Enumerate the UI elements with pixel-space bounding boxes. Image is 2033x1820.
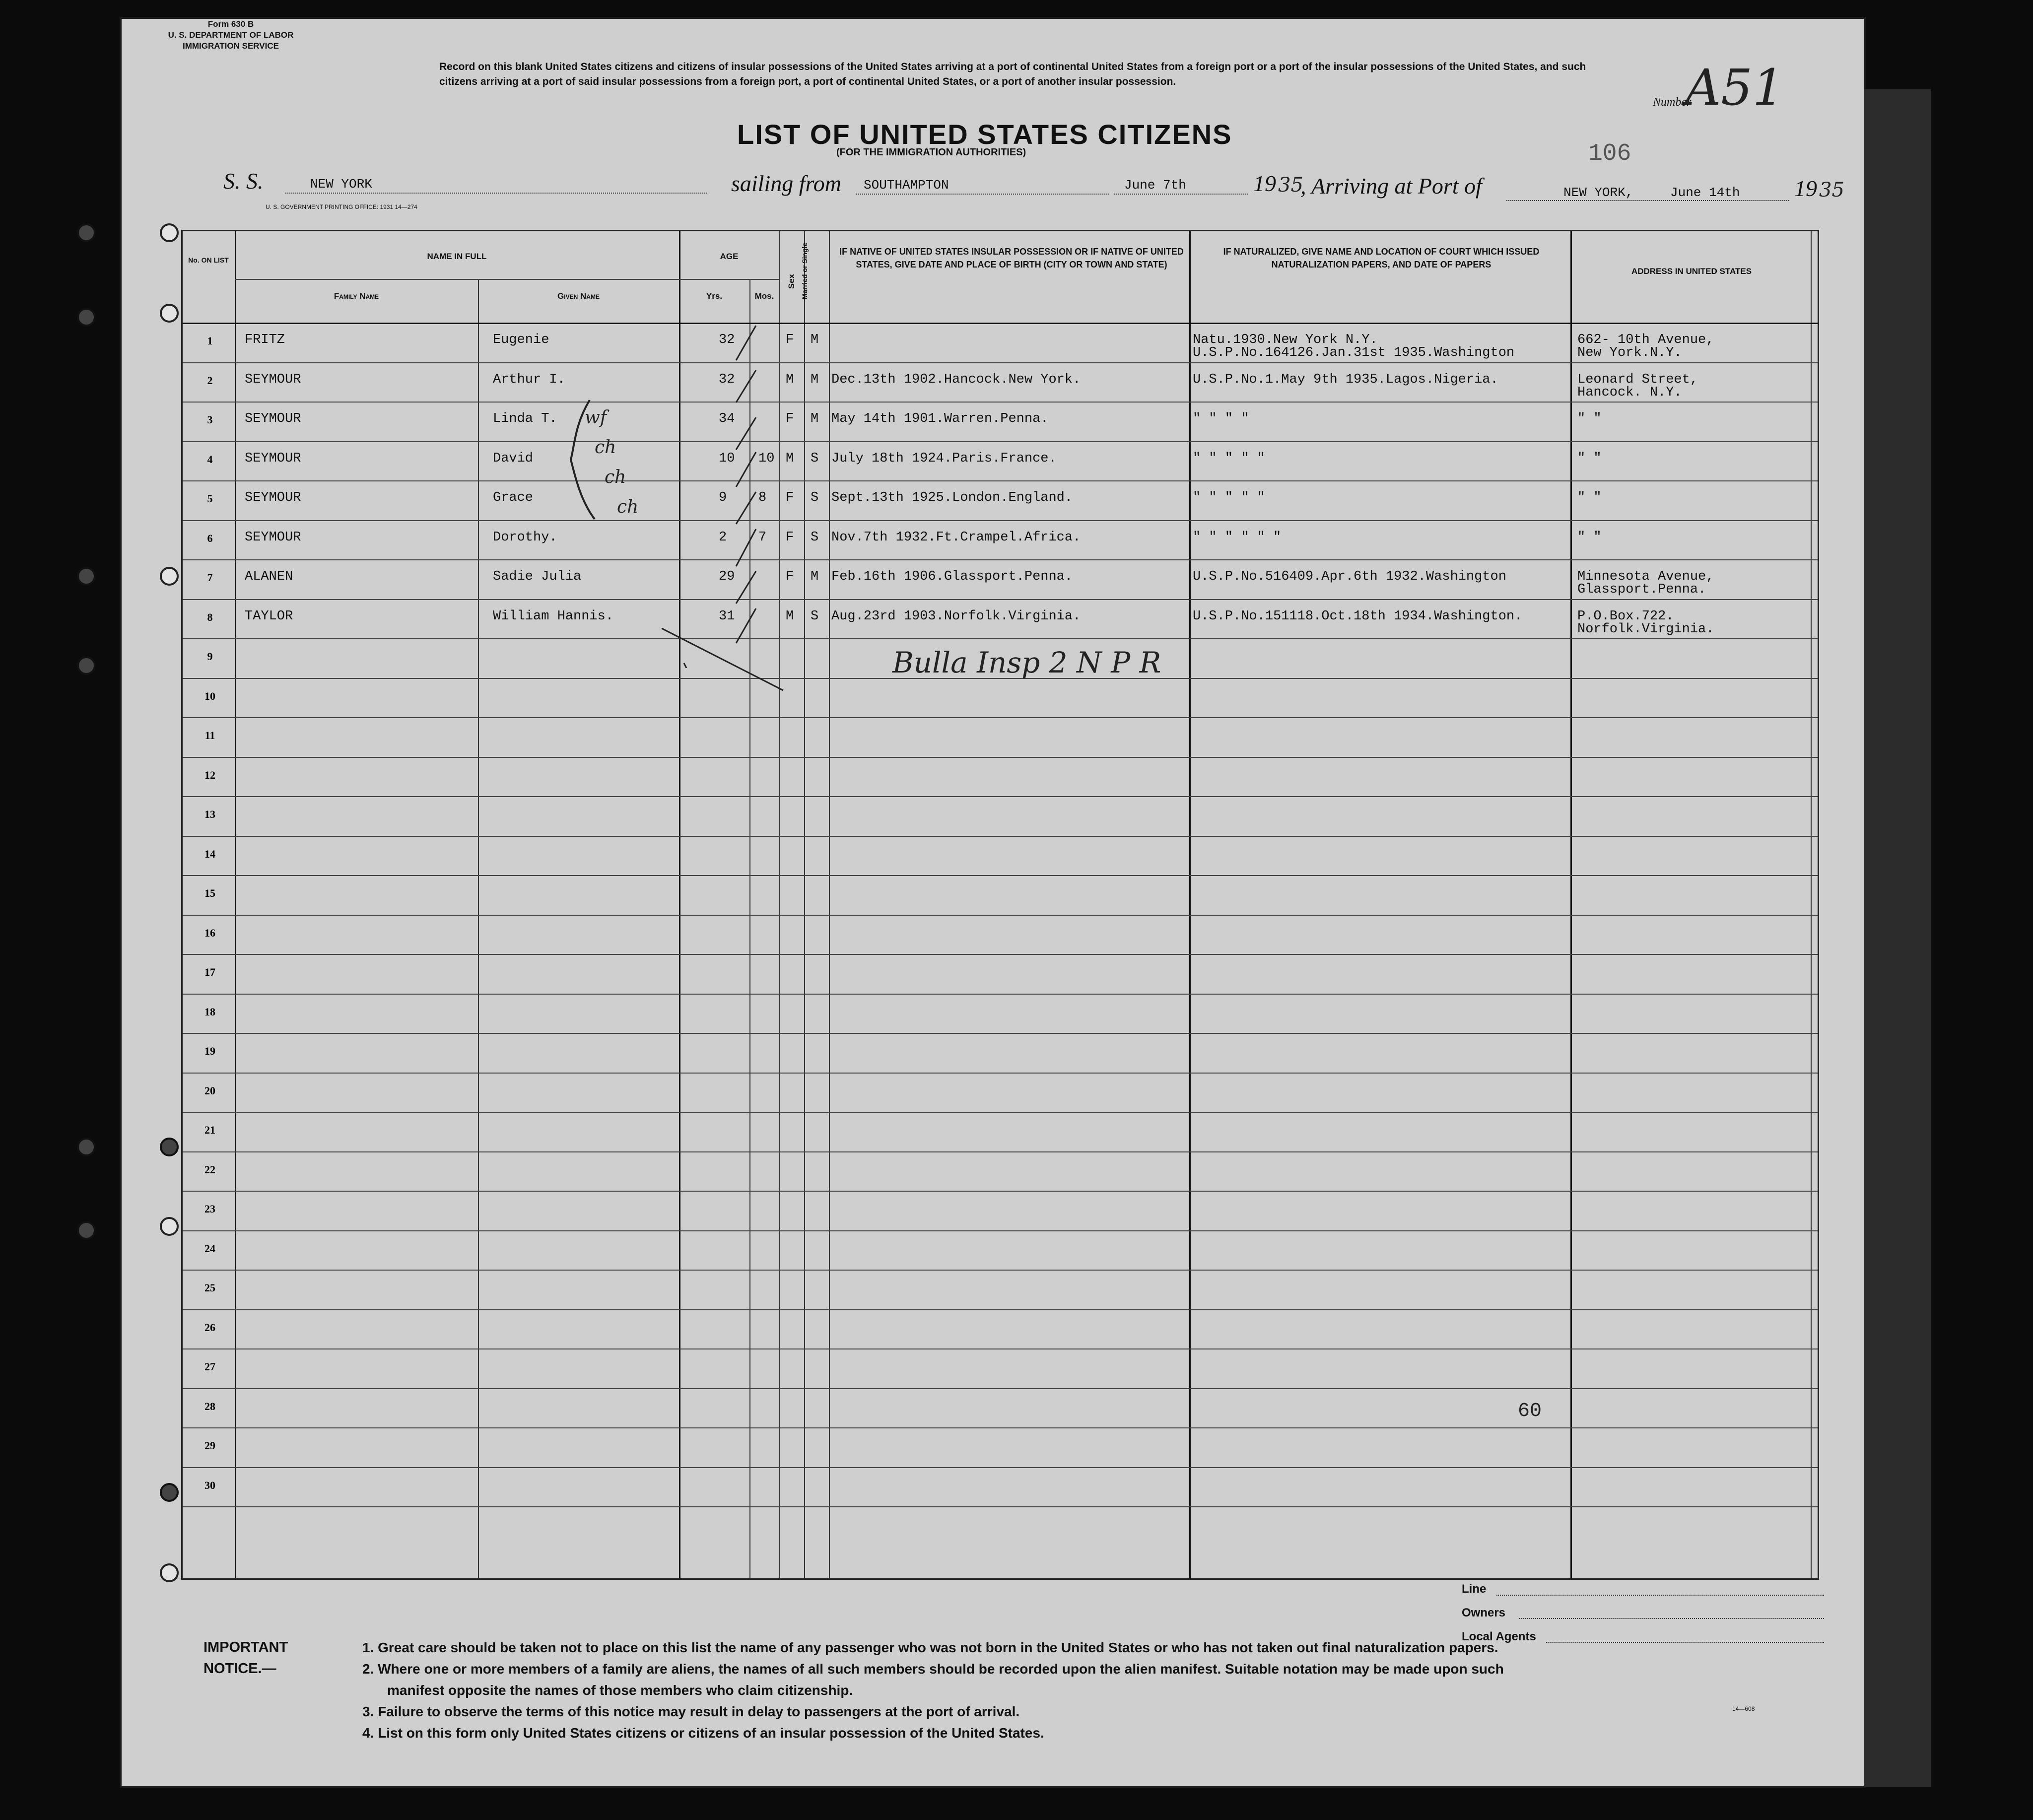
page-title: LIST OF UNITED STATES CITIZENS [737,119,1232,150]
cell-nat1: U.S.P.No.516409.Apr.6th 1932.Washington [1193,569,1506,584]
cell-addr2: New York.N.Y. [1577,345,1682,360]
row-number: 15 [204,887,215,899]
row-line [183,480,1818,481]
header-yrs: Yrs. [706,291,723,301]
cell-family: SEYMOUR [245,411,301,426]
col-divider-no [235,231,236,1578]
cell-addr1: " " [1577,530,1602,545]
cell-addr1: " " [1577,411,1602,426]
notice-item-3: 3. Failure to observe the terms of this notice may result in delay to passengers at the port of arrival. [362,1704,1020,1719]
relation-child-note-2: ch [605,467,626,487]
row-number: 8 [207,610,213,623]
arrival-year: 35 [1819,179,1844,202]
cell-given: William Hannis. [493,608,614,624]
binder-hole [77,567,96,586]
row-line [183,796,1818,797]
cell-yrs: 29 [719,569,735,584]
cell-sex: M [786,372,794,387]
cell-birth: Dec.13th 1902.Hancock.New York. [831,372,1081,387]
cell-family: TAYLOR [245,608,293,624]
printing-office-note: U. S. GOVERNMENT PRINTING OFFICE: 1931 14—274 [266,203,417,210]
local-agents-field [1546,1642,1824,1643]
cell-given: Linda T. [493,411,557,426]
line-label: Line [1462,1582,1487,1596]
col-divider-given [478,323,479,1578]
cell-nat1: Natu.1930.New York N.Y. [1193,333,1378,347]
arrival-underline [1506,200,1789,201]
department-name: U. S. DEPARTMENT OF LABOR [168,30,294,40]
sailing-from-label: sailing from [731,171,841,196]
cell-nat1: " " " " " [1193,451,1265,466]
row-line [183,402,1818,403]
cell-given: Dorothy. [493,530,557,545]
cell-family: ALANEN [245,569,293,584]
cell-sex: F [786,333,794,347]
cell-birth: July 18th 1924.Paris.France. [831,451,1057,466]
cell-nat2: U.S.P.No.164126.Jan.31st 1935.Washington [1193,345,1515,360]
cell-sex: F [786,411,794,426]
cell-yrs: 31 [719,608,735,624]
row-line [183,1506,1818,1507]
relation-child-note-3: ch [617,497,639,517]
row-number: 25 [204,1281,215,1294]
row-number: 22 [204,1163,215,1176]
header-mos: Mos. [754,291,774,301]
cell-given: David [493,451,534,466]
cell-birth: Sept.13th 1925.London.England. [831,490,1073,505]
row-line [183,994,1818,995]
cell-yrs: 34 [719,411,735,426]
page-number: 60 [1518,1400,1542,1422]
relation-wife-note: wf [585,407,607,428]
row-number: 27 [204,1360,215,1373]
header-bottom-line [183,323,1818,324]
cell-sex: M [786,608,794,624]
binder-hole [160,1217,179,1236]
header-age: AGE [720,252,739,261]
list-number: A51 [1685,59,1784,117]
col-divider-right [1811,231,1812,1578]
binder-hole [77,223,96,242]
notice-item-4: 4. List on this form only United States citizens or citizens of an insular possession of the United States. [362,1725,1044,1741]
binder-hole [160,1483,179,1502]
cell-nat1: " " " " " [1193,490,1265,505]
cell-nat1: U.S.P.No.1.May 9th 1935.Lagos.Nigeria. [1193,372,1498,387]
form-id-block [141,19,320,52]
header-sex: Sex [787,273,796,289]
row-line [183,441,1818,442]
row-number: 24 [204,1242,215,1255]
binder-hole [160,1138,179,1156]
row-number: 16 [204,926,215,939]
page-stamp: 106 [1588,140,1631,167]
row-line [183,757,1818,758]
relation-child-note-1: ch [595,437,616,458]
cell-nat1: U.S.P.No.151118.Oct.18th 1934.Washington. [1193,608,1523,624]
row-line [183,520,1818,521]
header-given-name: Given Name [557,291,600,301]
notice-item-1: 1. Great care should be taken not to place on this list the name of any passenger who was not born in the United States or who has not taken out final naturalization papers. [362,1640,1498,1655]
page-subtitle: (FOR THE IMMIGRATION AUTHORITIES) [836,147,1026,158]
row-line [183,1270,1818,1271]
row-line [183,1191,1818,1192]
binder-hole [77,308,96,327]
arrival-year-prefix: 19 [1794,176,1817,201]
sailing-date: June 7th [1124,178,1186,193]
header-married-single: Married or Single [801,242,809,300]
cell-nat1: " " " " " " [1193,530,1282,545]
sail-year: 35 [1278,174,1303,197]
cell-addr2: Norfolk.Virginia. [1577,621,1714,637]
cell-nat1: " " " " [1193,411,1249,426]
cell-addr1: Minnesota Avenue, [1577,569,1714,584]
cell-family: SEYMOUR [245,451,301,466]
row-number: 12 [204,768,215,781]
check-marks [681,321,830,668]
number-label: Number [1653,96,1692,109]
row-number: 9 [207,650,213,663]
header-name-in-full: NAME IN FULL [427,252,487,261]
cell-yrs: 2 [719,530,727,545]
family-bracket [570,395,605,524]
row-number: 19 [204,1045,215,1057]
col-divider-nat [1570,231,1572,1578]
cell-sex: F [786,490,794,505]
arrival-date: June 14th [1670,185,1740,200]
inspector-signature: Bulla Insp 2 N P R [892,646,1161,679]
cell-given: Grace [493,490,534,505]
header-naturalized: IF NATURALIZED, GIVE NAME AND LOCATION OF COURT WHICH ISSUED NATURALIZATION PAPERS, AND DATE OF PAPERS [1223,247,1540,270]
cell-addr1: 662- 10th Avenue, [1577,333,1714,347]
page-edge-shadow [1864,89,1931,1787]
notice-item-2: 2. Where one or more members of a family are aliens, the names of all such members should be recorded upon the alien manifest. Suitable notation may be made upon such [362,1661,1504,1677]
row-line [183,1348,1818,1349]
cell-family: SEYMOUR [245,490,301,505]
cell-sex: M [786,451,794,466]
row-number: 18 [204,1005,215,1018]
row-number: 23 [204,1203,215,1215]
form-code: 14—608 [1732,1705,1755,1712]
col-divider-birth [1189,231,1191,1578]
port-underline [856,194,1109,195]
binder-hole [160,1563,179,1582]
cell-mos: 8 [758,490,767,505]
cell-family: FRITZ [245,333,285,347]
row-number: 17 [204,966,215,978]
row-number: 26 [204,1321,215,1334]
binder-hole [77,1221,96,1240]
cell-ms: S [811,451,819,466]
record-instructions: Record on this blank United States citizens and citizens of insular possessions of the United States arriving at a port of continental United States from a foreign port or a port of the insular possessions of the United States, and such citizens arriving at a port of said insular possessions from a foreign port, a port of continental United States, or a port of another insular possession. [439,61,1586,87]
binder-hole [160,223,179,242]
row-line [183,1467,1818,1468]
row-line [183,362,1818,363]
cell-birth: Feb.16th 1906.Glassport.Penna. [831,569,1073,584]
row-line [183,599,1818,600]
row-number: 3 [207,413,213,426]
owners-field [1519,1618,1824,1619]
cell-mos: 7 [758,530,767,545]
cell-ms: M [811,411,819,426]
cell-addr2: Hancock. N.Y. [1577,385,1682,400]
header-no-on-list: No. ON LIST [188,256,229,264]
row-number: 7 [207,571,213,584]
row-line [183,1073,1818,1074]
cell-ms: S [811,490,819,505]
row-number: 5 [207,492,213,505]
header-native: IF NATIVE OF UNITED STATES INSULAR POSSESSION OR IF NATIVE OF UNITED STATES, GIVE DATE AND PLACE OF BIRTH (CITY OR TOWN AND STATE) [839,247,1184,270]
cell-ms: M [811,569,819,584]
local-agents-label: Local Agents [1462,1630,1536,1643]
slash-line [659,626,788,695]
cell-ms: S [811,530,819,545]
row-number: 2 [207,374,213,387]
row-line [183,1230,1818,1231]
row-number: 28 [204,1400,215,1413]
cell-birth: May 14th 1901.Warren.Penna. [831,411,1049,426]
cell-yrs: 32 [719,333,735,347]
header-family-name: Family Name [334,291,379,301]
sail-year-prefix: 19 [1253,171,1276,196]
cell-sex: F [786,530,794,545]
form-number: Form 630 B [207,19,254,29]
cell-sex: F [786,569,794,584]
binder-hole [160,304,179,323]
cell-ms: S [811,608,819,624]
notice-item-2-cont: manifest opposite the names of those members who claim citizenship. [387,1683,853,1698]
cell-birth: Aug.23rd 1903.Norfolk.Virginia. [831,608,1081,624]
row-line [183,875,1818,876]
row-line [183,559,1818,560]
passenger-table [181,230,1819,1580]
header-address: ADDRESS IN UNITED STATES [1631,267,1752,276]
ship-name: NEW YORK [310,177,372,192]
row-line [183,1388,1818,1389]
row-number: 10 [204,689,215,702]
cell-given: Arthur I. [493,372,565,387]
cell-ms: M [811,333,819,347]
departure-port: SOUTHAMPTON [864,178,949,193]
cell-yrs: 9 [719,490,727,505]
row-number: 20 [204,1084,215,1097]
binder-hole [77,656,96,675]
row-number: 11 [204,729,215,741]
row-number: 13 [204,808,215,820]
service-name: IMMIGRATION SERVICE [183,41,279,51]
row-line [183,1427,1818,1428]
notice-lead: IMPORTANT NOTICE.— [203,1639,288,1677]
row-line [183,1151,1818,1152]
cell-addr2: Glassport.Penna. [1577,582,1706,597]
cell-birth: Nov.7th 1932.Ft.Crampel.Africa. [831,530,1081,545]
cell-addr1: " " [1577,451,1602,466]
cell-addr1: " " [1577,490,1602,505]
arrival-port: NEW YORK, [1563,185,1633,200]
cell-mos: 10 [758,451,775,466]
row-number: 6 [207,532,213,544]
col-divider-name [679,231,680,1578]
date-underline [1114,194,1248,195]
arriving-label: , Arriving at Port of [1300,173,1482,199]
row-line [183,915,1818,916]
row-line [183,1112,1818,1113]
row-line [183,1309,1818,1310]
row-number: 29 [204,1439,215,1452]
manifest-page [122,19,1864,1786]
binder-hole [160,567,179,586]
cell-addr1: P.O.Box.722. [1577,608,1674,624]
row-line [183,836,1818,837]
row-number: 30 [204,1479,215,1491]
ship-underline [285,193,707,194]
row-line [183,717,1818,718]
cell-family: SEYMOUR [245,530,301,545]
cell-addr1: Leonard Street, [1577,372,1698,387]
row-line [183,1033,1818,1034]
cell-yrs: 10 [719,451,735,466]
name-subheader-line [235,279,779,280]
cell-yrs: 32 [719,372,735,387]
row-number: 21 [204,1124,215,1136]
line-field [1496,1595,1824,1596]
cell-given: Eugenie [493,333,549,347]
cell-ms: M [811,372,819,387]
cell-family: SEYMOUR [245,372,301,387]
row-line [183,638,1818,639]
row-number: 4 [207,453,213,466]
row-number: 14 [204,847,215,860]
ss-label: S. S. [223,168,264,194]
row-number: 1 [207,335,213,347]
binder-hole [77,1138,96,1156]
row-line [183,954,1818,955]
owners-label: Owners [1462,1606,1506,1619]
cell-given: Sadie Julia [493,569,582,584]
